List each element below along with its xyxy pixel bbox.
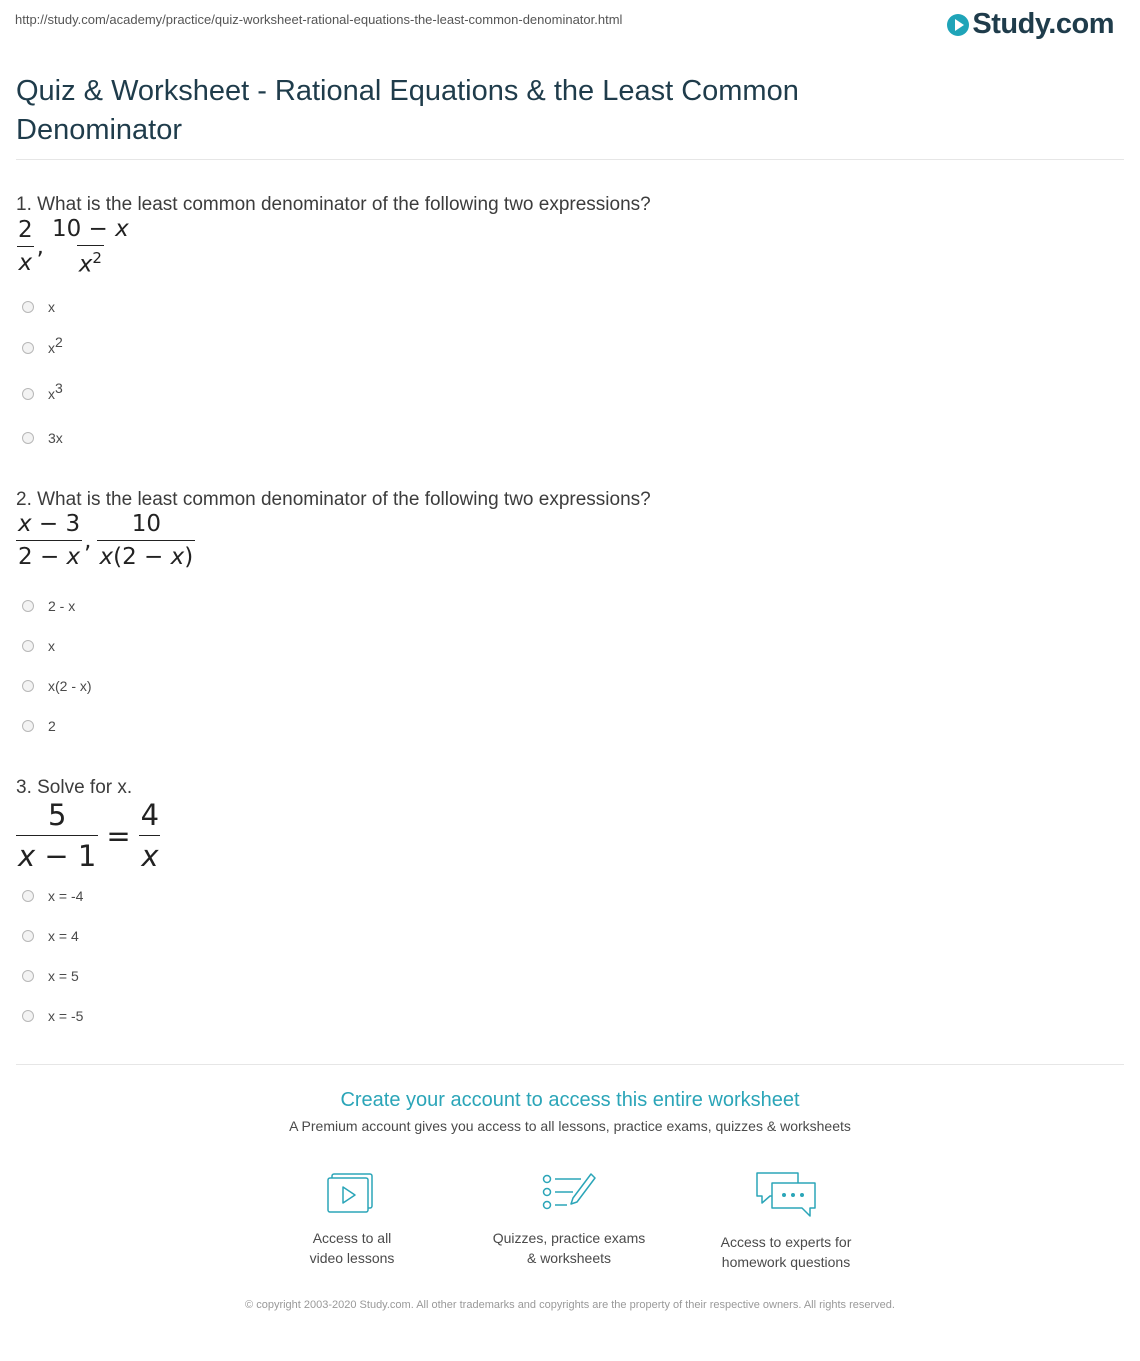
study-logo[interactable] xyxy=(947,8,1114,41)
option-label: $x^3$ xyxy=(48,380,63,402)
radio-button[interactable] xyxy=(22,890,34,902)
fraction: $\frac{10 - x}{x^2}$ xyxy=(51,216,129,278)
expert-chat-icon xyxy=(754,1170,818,1220)
radio-button[interactable] xyxy=(22,342,34,354)
question-1-text: 1. What is the least common denominator of the following two expressions? xyxy=(16,194,651,215)
radio-button[interactable] xyxy=(22,680,34,692)
feature-quizzes: Quizzes, practice exams & worksheets xyxy=(469,1170,669,1268)
answer-option[interactable] xyxy=(22,299,55,315)
copyright-notice: © copyright 2003-2020 Study.com. All other trademarks and copyrights are the property of their respective owners. All rights reserved. xyxy=(245,1299,895,1311)
option-label: 2 - x xyxy=(48,598,76,614)
answer-option[interactable] xyxy=(22,638,55,654)
play-logo-icon xyxy=(947,14,969,36)
option-label: 2 xyxy=(48,718,56,734)
page-url: http://study.com/academy/practice/quiz-worksheet-rational-equations-the-least-common-denominator.html xyxy=(15,12,623,27)
logo-text: Study.com xyxy=(972,8,1114,40)
option-label: x = -4 xyxy=(48,888,84,904)
radio-button[interactable] xyxy=(22,970,34,982)
option-label: x = 5 xyxy=(48,968,79,984)
answer-option[interactable] xyxy=(22,598,75,614)
answer-option[interactable] xyxy=(22,1008,83,1024)
fraction: $\frac{2}{x}$ xyxy=(18,217,33,277)
answer-option[interactable] xyxy=(22,678,92,694)
fraction: $\frac{x - 3}{2 - x}$ xyxy=(18,511,81,570)
feature-experts: Access to experts for homework questions xyxy=(686,1170,886,1272)
divider xyxy=(16,1064,1124,1065)
radio-button[interactable] xyxy=(22,720,34,732)
quiz-checklist-icon xyxy=(541,1170,597,1216)
answer-option[interactable] xyxy=(22,888,83,904)
option-label: x = -5 xyxy=(48,1008,84,1024)
question-2-expression: $\frac{x - 3}{2 - x}$ , $\frac{10}{x(2 - x)}$ xyxy=(18,511,194,570)
answer-option[interactable] xyxy=(22,380,63,402)
option-label: x = 4 xyxy=(48,928,79,944)
answer-option[interactable] xyxy=(22,718,56,734)
option-label: x xyxy=(48,299,55,315)
radio-button[interactable] xyxy=(22,388,34,400)
question-2-text: 2. What is the least common denominator of the following two expressions? xyxy=(16,489,651,510)
question-1-expression: $\frac{2}{x}$ , $\frac{10 - x}{x^2}$ xyxy=(18,216,129,278)
answer-option[interactable] xyxy=(22,430,63,446)
radio-button[interactable] xyxy=(22,640,34,652)
radio-button[interactable] xyxy=(22,1010,34,1022)
option-label: x xyxy=(48,638,55,654)
fraction: $\frac{4}{x}$ xyxy=(140,798,160,873)
question-3-equation: $\frac{5}{x - 1}$ = $\frac{4}{x}$ xyxy=(18,798,160,873)
create-account-link[interactable]: Create your account to access this entire worksheet xyxy=(340,1089,800,1111)
answer-option[interactable] xyxy=(22,928,79,944)
divider xyxy=(16,159,1124,160)
radio-button[interactable] xyxy=(22,432,34,444)
option-label: 3x xyxy=(48,430,63,446)
answer-option[interactable] xyxy=(22,968,79,984)
page-title: Quiz & Worksheet - Rational Equations & the Least Common Denominator xyxy=(16,75,799,146)
fraction: $\frac{10}{x(2 - x)}$ xyxy=(99,511,194,570)
option-label: x(2 - x) xyxy=(48,678,92,694)
premium-description: A Premium account gives you access to all lessons, practice exams, quizzes & worksheets xyxy=(289,1118,851,1134)
radio-button[interactable] xyxy=(22,600,34,612)
feature-video-lessons: Access to all video lessons xyxy=(252,1170,452,1268)
answer-option[interactable] xyxy=(22,334,63,356)
question-3-text: 3. Solve for x. xyxy=(16,777,133,798)
option-label: $x^2$ xyxy=(48,334,63,356)
radio-button[interactable] xyxy=(22,301,34,313)
radio-button[interactable] xyxy=(22,930,34,942)
video-lessons-icon xyxy=(326,1170,378,1216)
fraction: $\frac{5}{x - 1}$ xyxy=(18,798,97,873)
